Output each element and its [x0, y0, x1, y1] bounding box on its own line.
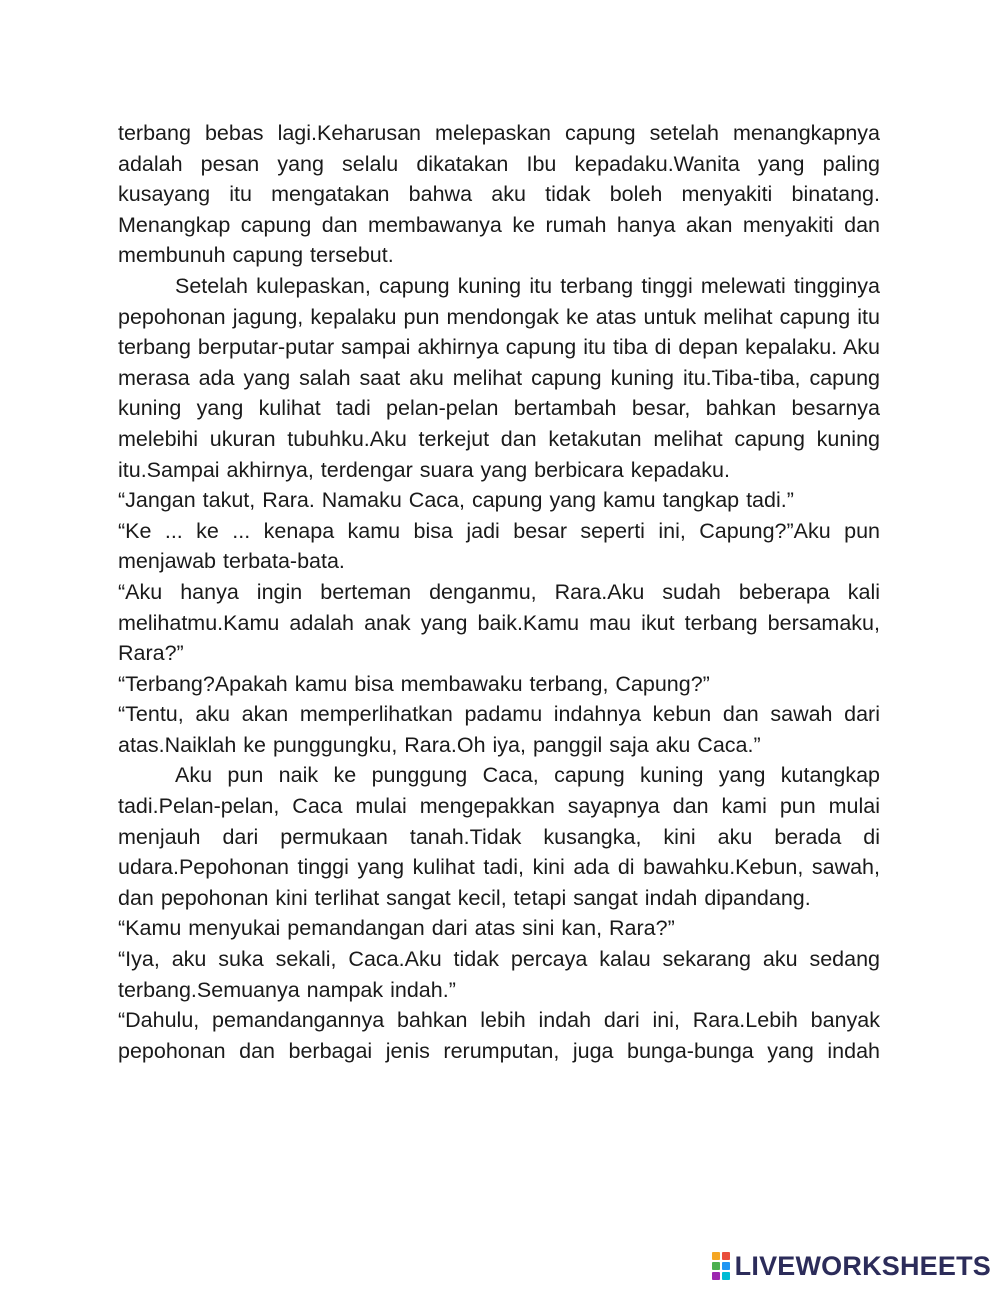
watermark-text: LIVEWORKSHEETS: [734, 1250, 991, 1281]
logo-square: [722, 1252, 730, 1260]
dialogue-line: “Terbang?Apakah kamu bisa membawaku terbang, Capung?”: [118, 671, 710, 696]
paragraph: Setelah kulepaskan, capung kuning itu terbang tinggi melewati tingginya pepohonan jagung, kepalaku pun mendongak ke atas untuk melihat capung itu terbang berputar-putar sampai akhirnya capung itu tiba di depan kepalaku. Aku merasa ada yang salah saat aku melihat capung kuning itu.Tiba-tiba, capung kuning yang kulihat tadi pelan-pelan bertambah besar, bahkan besarnya melebihi ukuran tubuhku.Aku terkejut dan ketakutan melihat capung kuning itu.Sampai akhirnya, terdengar suara yang berbicara kepadaku.: [118, 273, 880, 482]
document-body: [118, 118, 880, 1066]
dialogue-line: “Dahulu, pemandangannya bahkan lebih indah dari ini, Rara.Lebih banyak pepohonan dan berbagai jenis rerumputan, juga bunga-bunga yang indah: [118, 1008, 880, 1063]
dialogue-line: “Jangan takut, Rara. Namaku Caca, capung yang kamu tangkap tadi.”: [118, 488, 794, 513]
dialogue-line: “Tentu, aku akan memperlihatkan padamu indahnya kebun dan sawah dari atas.Naiklah ke punggungku, Rara.Oh iya, panggil saja aku Caca.”: [118, 702, 880, 757]
dialogue-line: “Iya, aku suka sekali, Caca.Aku tidak percaya kalau sekarang aku sedang terbang.Semuanya nampak indah.”: [118, 947, 880, 1002]
dialogue-line: “Ke ... ke ... kenapa kamu bisa jadi besar seperti ini, Capung?”Aku pun menjawab terbata-bata.: [118, 518, 880, 574]
logo-square: [722, 1272, 730, 1280]
liveworksheets-watermark: [712, 1249, 991, 1283]
logo-square: [722, 1262, 730, 1270]
dialogue-line: “Aku hanya ingin berteman denganmu, Rara.Aku sudah beberapa kali melihatmu.Kamu adalah anak yang baik.Kamu mau ikut terbang bersamaku, Rara?”: [118, 579, 880, 666]
logo-square: [712, 1252, 720, 1260]
paragraph: terbang bebas lagi.Keharusan melepaskan capung setelah menangkapnya adalah pesan yang selalu dikatakan Ibu kepadaku.Wanita yang paling kusayang itu mengatakan bahwa aku tidak boleh menyakiti binatang. Menangkap capung dan membawanya ke rumah hanya akan menyakiti dan membunuh capung tersebut.: [118, 121, 880, 268]
dialogue-line: “Kamu menyukai pemandangan dari atas sini kan, Rara?”: [118, 916, 675, 941]
paragraph: Aku pun naik ke punggung Caca, capung kuning yang kutangkap tadi.Pelan-pelan, Caca mulai mengepakkan sayapnya dan kami pun mulai menjauh dari permukaan tanah.Tidak kusangka, kini aku berada di udara.Pepohonan tinggi yang kulihat tadi, kini ada di bawahku.Kebun, sawah, dan pepohonan kini terlihat sangat kecil, tetapi sangat indah dipandang.: [118, 763, 880, 910]
liveworksheets-logo-icon: [712, 1252, 730, 1280]
logo-square: [712, 1272, 720, 1280]
logo-square: [712, 1262, 720, 1270]
